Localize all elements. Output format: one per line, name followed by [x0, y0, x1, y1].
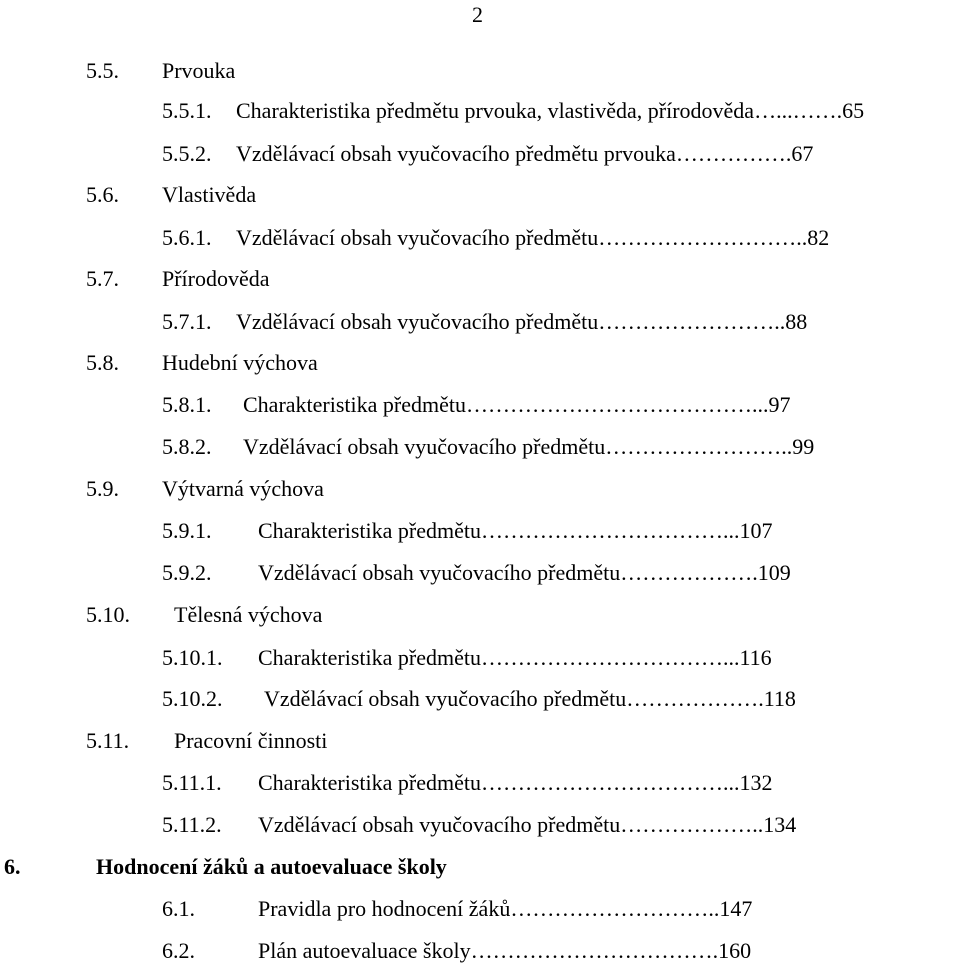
toc-entry-title: Charakteristika předmětu prvouka, vlastivěda, přírodověda: [236, 98, 755, 123]
toc-entry-title: Vzdělávací obsah vyučovacího předmětu: [236, 309, 599, 334]
toc-entry[interactable]: [258, 896, 752, 922]
toc-entry[interactable]: [236, 225, 829, 251]
toc-entry-number: 5.9.: [86, 476, 119, 501]
toc-entry-title: Vzdělávací obsah vyučovacího předmětu prvouka: [236, 141, 676, 166]
toc-entry-leader: ……………………………: [480, 645, 723, 670]
toc-entry-number: 6.2.: [162, 938, 195, 963]
toc-entry-number: 6.: [4, 854, 21, 879]
toc-entry-page: .67: [785, 141, 814, 166]
toc-entry-leader: ……………………………: [480, 518, 723, 543]
toc-entry-title: Pracovní činnosti: [174, 728, 328, 753]
toc-entry-title: Charakteristika předmětu: [258, 518, 481, 543]
toc-entry-title: Přírodověda: [162, 266, 270, 291]
toc-entry-number: 5.5.2.: [162, 141, 212, 166]
page-number: 2: [472, 2, 483, 27]
toc-entry-number: 6.1.: [162, 896, 195, 921]
toc-entry-number: 5.10.2.: [162, 686, 223, 711]
toc-entry[interactable]: [264, 686, 796, 712]
toc-entry-leader: …………………………………: [465, 392, 752, 417]
toc-entry-title: Výtvarná výchova: [162, 476, 324, 501]
toc-entry[interactable]: [258, 812, 796, 838]
toc-entry-page: .160: [712, 938, 752, 963]
toc-entry[interactable]: [243, 434, 814, 460]
toc-entry-page: ...97: [751, 392, 791, 417]
toc-entry-title: Charakteristika předmětu: [258, 770, 481, 795]
toc-entry-title: Vzdělávací obsah vyučovacího předmětu: [236, 225, 599, 250]
toc-entry-leader: …...……: [754, 98, 837, 123]
toc-entry-page: .109: [752, 560, 791, 585]
toc-entry-number: 5.10.1.: [162, 645, 223, 670]
toc-entry[interactable]: [174, 602, 322, 628]
toc-entry-page: ..82: [796, 225, 830, 250]
toc-entry[interactable]: [162, 182, 256, 208]
toc-entry-title: Vzdělávací obsah vyučovacího předmětu: [258, 560, 621, 585]
toc-entry-title: Plán autoevaluace školy: [258, 938, 471, 963]
toc-entry-leader: ……………: [675, 141, 786, 166]
toc-entry[interactable]: [258, 518, 772, 544]
toc-entry-number: 5.8.: [86, 350, 119, 375]
toc-entry-page: ...116: [722, 645, 772, 670]
toc-entry-leader: ……………………………: [480, 770, 723, 795]
toc-entry[interactable]: [258, 645, 772, 671]
toc-entry[interactable]: [236, 98, 864, 124]
toc-entry-number: 5.6.: [86, 182, 119, 207]
toc-entry-number: 5.11.1.: [162, 770, 222, 795]
toc-entry[interactable]: [162, 476, 324, 502]
toc-entry-page: ..147: [708, 896, 753, 921]
toc-entry[interactable]: [243, 392, 790, 418]
toc-entry[interactable]: [162, 58, 235, 84]
toc-entry-leader: ………………………: [510, 896, 709, 921]
toc-entry[interactable]: [162, 350, 318, 376]
toc-entry-leader: ……………………………: [470, 938, 713, 963]
toc-entry-leader: ………………………: [598, 225, 797, 250]
toc-entry-title: Vzdělávací obsah vyučovacího předmětu: [264, 686, 627, 711]
toc-entry-number: 5.8.1.: [162, 392, 212, 417]
toc-entry[interactable]: [236, 309, 807, 335]
toc-entry-number: 5.11.: [86, 728, 130, 753]
toc-entry[interactable]: [236, 141, 813, 167]
toc-entry-number: 5.9.2.: [162, 560, 212, 585]
toc-entry-title: Charakteristika předmětu: [243, 392, 466, 417]
toc-entry-leader: ………………: [626, 686, 759, 711]
toc-entry-page: ..88: [774, 309, 808, 334]
toc-entry-number: 5.11.2.: [162, 812, 222, 837]
toc-entry-title: Hudební výchova: [162, 350, 318, 375]
toc-entry-leader: ……………………: [598, 309, 775, 334]
toc-entry[interactable]: [258, 938, 751, 964]
toc-entry-number: 5.5.1.: [162, 98, 212, 123]
toc-entry-title: Pravidla pro hodnocení žáků: [258, 896, 511, 921]
toc-entry-number: 5.8.2.: [162, 434, 212, 459]
toc-entry-number: 5.7.: [86, 266, 119, 291]
toc-entry-page: ...107: [722, 518, 773, 543]
toc-entry[interactable]: [162, 266, 270, 292]
toc-entry-number: 5.7.1.: [162, 309, 212, 334]
toc-entry-leader: ………………: [620, 812, 753, 837]
toc-entry-title: Tělesná výchova: [174, 602, 323, 627]
toc-entry-title: Vzdělávací obsah vyučovacího předmětu: [258, 812, 621, 837]
toc-entry-number: 5.10.: [86, 602, 130, 627]
toc-entry-page: ...132: [722, 770, 773, 795]
toc-entry-page: .65: [836, 98, 865, 123]
toc-entry[interactable]: [258, 560, 791, 586]
toc-entry-title: Vlastivěda: [162, 182, 257, 207]
toc-entry-title: Hodnocení žáků a autoevaluace školy: [96, 854, 447, 879]
toc-entry[interactable]: [258, 770, 772, 796]
toc-entry-number: 5.9.1.: [162, 518, 212, 543]
toc-entry-title: Vzdělávací obsah vyučovacího předmětu: [243, 434, 606, 459]
toc-entry-number: 5.6.1.: [162, 225, 212, 250]
toc-entry[interactable]: [96, 854, 447, 880]
toc-entry-page: ..99: [781, 434, 815, 459]
toc-entry-title: Charakteristika předmětu: [258, 645, 481, 670]
toc-entry-page: ..134: [752, 812, 797, 837]
toc-entry-leader: ………………: [620, 560, 753, 585]
toc-entry-page: .118: [758, 686, 796, 711]
toc-entry-title: Prvouka: [162, 58, 236, 83]
toc-entry-number: 5.5.: [86, 58, 119, 83]
toc-entry[interactable]: [174, 728, 327, 754]
toc-entry-leader: ……………………: [605, 434, 782, 459]
